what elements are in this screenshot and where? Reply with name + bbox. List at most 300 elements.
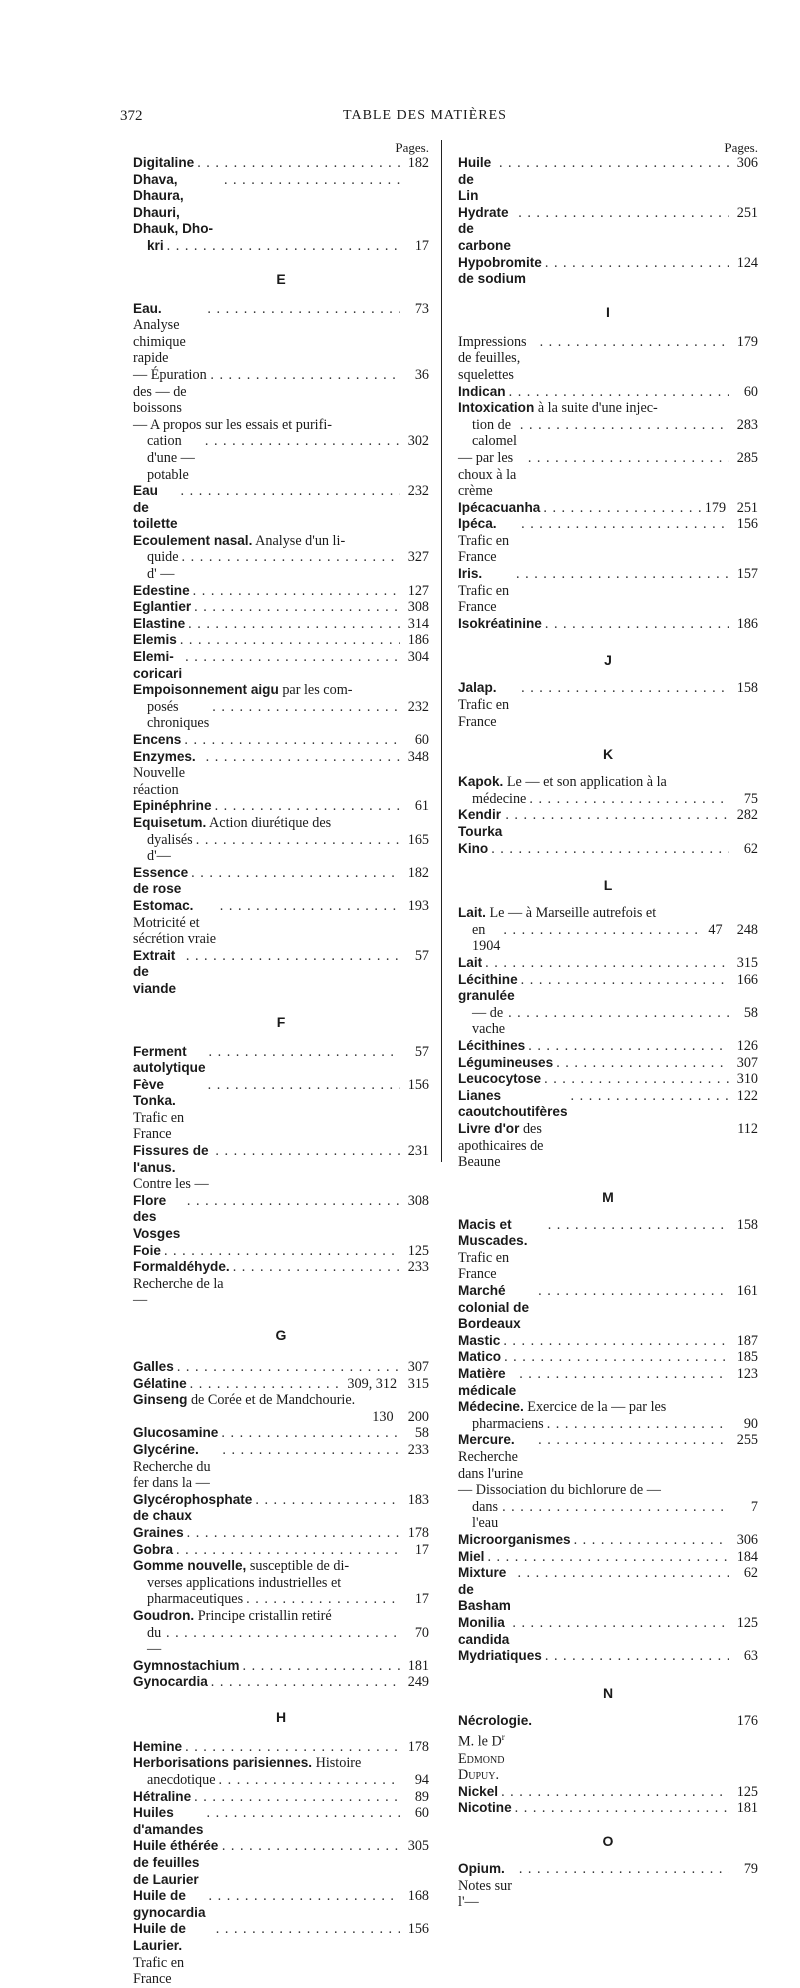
page-reference: 79 [743,1861,758,1878]
entry-description: tion de calomel [472,416,517,450]
leader-dots [182,549,400,566]
entry-description: posés chroniques [147,698,210,732]
entry-text [147,1772,216,1789]
entry-keyword: Glucosamine [133,1425,219,1441]
section-letter: O [602,1833,614,1850]
index-section [458,652,758,730]
leader-dots [180,632,400,649]
entry-text [472,922,500,955]
entry-keyword: Huile de Lin [458,155,492,204]
index-entry [458,1349,758,1366]
index-entry [458,255,758,288]
entry-text [147,1625,163,1658]
entry-text [133,1143,212,1193]
left-index-body [133,155,429,1988]
entry-text [458,1784,498,1801]
index-section [458,877,758,1171]
leader-dots [528,450,729,467]
page-reference: 75 [743,790,758,807]
index-section [458,1685,758,1817]
page-reference: 304 [407,649,429,666]
entry-description: Le — à Marseille autrefois et [485,905,657,922]
entry-keyword: Ecoulement nasal. [133,532,253,548]
section-letter: K [602,746,614,763]
entry-keyword: Edestine [133,582,190,598]
leader-dots [499,155,729,172]
entry-text [133,1044,206,1077]
leader-dots [508,1005,729,1022]
index-entry [458,384,758,401]
entry-keyword: Glycérophosphate de chaux [133,1491,253,1524]
entry-keyword: Fissures de l'anus. [133,1143,209,1175]
leader-dots [191,865,400,882]
index-entry [458,1615,758,1648]
entry-text [133,1425,218,1442]
entry-text [133,1359,174,1376]
entry-keyword: Elastine [133,615,186,631]
leader-dots [255,1492,400,1509]
leader-dots [166,1625,400,1642]
page-reference: 127 [407,582,429,599]
leader-dots [212,699,400,716]
entry-keyword: Hypobromite de sodium [458,254,542,287]
entry-keyword: Lécithines [458,1037,526,1053]
index-entry [458,1038,758,1055]
entry-description: — A propos sur les essais et purifi- [133,416,332,433]
entry-text [472,1499,499,1532]
entry-text [458,500,540,517]
index-entry [458,955,758,972]
entry-text [133,1658,240,1675]
entry-text [458,1861,516,1911]
index-entry [458,334,758,384]
index-entry [458,774,758,791]
index-entry [133,749,429,799]
page-reference: 60 [414,732,429,748]
entry-text [133,1739,182,1756]
entry-keyword: Mercure. [458,1432,515,1448]
page-reference: 123 [736,1366,758,1383]
entry-text [133,583,190,600]
entry-keyword: Nécrologie. [458,1712,533,1728]
entry-keyword: Huile de gynocardia [133,1888,206,1920]
page-reference: 193 [407,897,429,914]
page-reference: 57 [414,1043,429,1060]
entry-text [133,815,331,832]
right-index-body [458,155,758,1911]
entry-text [133,948,183,998]
page-reference: 156 [407,1921,429,1938]
entry-text [472,1416,544,1433]
page-reference: 70 [414,1624,429,1641]
entry-description: — de vache [472,1004,506,1038]
page-reference: 233 [407,1441,429,1458]
page-reference: 249 [407,1674,429,1691]
right-column [458,140,758,1911]
entry-description: dans l'eau [472,1498,499,1532]
page-reference: 308 [407,599,429,616]
index-entry [133,1259,429,1309]
page-reference: 255 [736,1432,758,1449]
entry-text [133,301,204,367]
entry-text [133,1674,208,1691]
entry-text [458,205,515,255]
index-entry [133,1143,429,1193]
page-reference: 183 [407,1491,429,1508]
index-entry [133,583,429,600]
leader-dots [517,1565,729,1582]
leader-dots [187,1193,400,1210]
leader-dots [221,1425,400,1442]
index-entry [133,301,429,367]
page-reference: 17 [414,1541,429,1558]
leader-dots [515,1800,729,1817]
entry-keyword: Nickel [458,1783,499,1799]
entry-description: dyalisés d'— [147,831,193,865]
entry-description: Notes sur l'— [458,1877,512,1911]
entry-text [133,1392,355,1409]
index-entry [458,1861,758,1911]
leader-dots [197,155,400,172]
index-entry [458,1565,758,1615]
page-reference: 187 [736,1332,758,1349]
entry-text [458,400,658,417]
index-entry [133,1243,429,1260]
entry-description: à la suite d'une injec- [534,400,658,417]
leader-dots [205,433,400,450]
page-reference: 157 [736,566,758,583]
entry-keyword: Galles [133,1359,174,1374]
entry-keyword: Opium. [458,1861,505,1877]
entry-keyword: Glycérine. [133,1441,199,1457]
entry-description: Principe cristallin retiré [194,1607,332,1624]
page-reference: 60 [743,383,758,400]
entry-text [472,417,517,450]
leader-dots [188,616,400,633]
index-entry [458,1432,758,1482]
entry-text [458,1565,514,1615]
entry-text [147,832,193,865]
entry-text [133,417,332,434]
leader-dots [246,1591,400,1608]
index-entry [133,1888,429,1921]
page-reference: 130 200 [372,1408,429,1425]
page-reference: 89 [414,1788,429,1805]
entry-text [458,955,482,972]
page-reference: 181 [736,1800,758,1817]
page-reference: 315 [736,954,758,971]
index-entry [133,699,429,732]
page-reference: 36 [414,366,429,383]
page-reference: 232 [407,698,429,715]
entry-description: Recherche du fer dans la — [133,1458,211,1492]
index-entry [133,815,429,832]
index-entry [133,1376,429,1393]
index-entry [458,400,758,417]
page-reference: 165 [407,831,429,848]
index-entry [458,1071,758,1088]
entry-keyword: Intoxication [458,400,535,416]
entry-keyword: Miel [458,1548,485,1564]
index-entry [458,450,758,500]
entry-description: de Corée et de Mandchourie. [187,1392,356,1409]
entry-keyword: Gobra [133,1541,174,1557]
index-section [133,1014,429,1310]
entry-description: pharmaceutiques [147,1591,244,1608]
entry-keyword: Isokréatinine [458,615,542,631]
entry-text [458,1055,553,1072]
entry-text [133,1525,184,1542]
entry-keyword: Gomme nouvelle, [133,1558,247,1574]
entry-text [133,632,177,649]
entry-text [458,841,488,858]
index-entry [133,533,429,550]
page-reference: 17 [414,1591,429,1608]
entry-text [458,155,496,205]
page-reference: 178 [407,1738,429,1755]
entry-keyword: Macis et Muscades. [458,1216,528,1249]
entry-text [458,334,537,384]
index-entry [458,500,758,517]
page-reference: 302 [407,433,429,450]
index-section [458,1833,758,1911]
leader-dots [181,483,400,500]
entry-text [133,616,185,633]
page-reference: 62 [743,1565,758,1582]
entry-text [133,1077,205,1143]
entry-keyword: Epinéphrine [133,798,212,814]
entry-keyword: Eau. [133,300,162,316]
index-section [133,1327,429,1691]
page-reference: 58 [743,1004,758,1021]
entry-text [147,1591,243,1608]
entry-text [133,1838,219,1888]
entry-description: Trafic en France [458,532,510,566]
leader-dots [194,599,400,616]
index-entry [458,791,758,808]
entry-text [458,680,518,730]
entry-description: quide d' — [147,549,179,583]
section-letter: F [276,1013,286,1030]
leader-dots [208,1077,400,1094]
leader-dots [185,1739,400,1756]
page-reference: 232 [407,483,429,500]
index-entry [133,632,429,649]
index-entry [458,616,758,633]
leader-dots [512,1615,729,1632]
index-entry [458,566,758,616]
entry-description: Trafic en France [133,1109,185,1143]
entry-text [458,516,518,566]
entry-keyword: Monilia candida [458,1614,510,1647]
page-reference: 47 248 [708,921,758,938]
entry-text [133,1492,252,1525]
section-letter: G [275,1327,287,1343]
entry-keyword: Huiles d'amandes [133,1805,204,1837]
index-entry [133,865,429,898]
leader-dots [222,1838,400,1855]
leader-dots [233,1259,400,1276]
entry-superscript: r [501,1732,505,1743]
leader-dots [505,807,729,824]
page-reference: 181 [407,1657,429,1674]
entry-keyword: Lécithine granulée [458,971,518,1004]
index-entry [133,1838,429,1888]
entry-text [458,1432,535,1482]
pages-label: Pages. [724,140,758,155]
entry-keyword: Kendir Tourka [458,807,503,839]
page-reference: 310 [736,1071,758,1088]
index-entry [458,922,758,955]
index-entry [133,1542,429,1559]
leader-dots [503,1333,729,1350]
index-entry [458,1121,758,1171]
page-reference: 348 [407,748,429,765]
entry-description: pharmaciens [472,1415,544,1432]
entry-keyword: Matière médicale [458,1366,517,1398]
page-reference: 308 [407,1192,429,1209]
index-entry [458,1482,758,1499]
index-entry [133,832,429,865]
index-entry [458,1399,758,1416]
page-reference: 182 [407,864,429,881]
entry-text [133,155,194,172]
entry-text [133,749,203,799]
index-entry [133,1674,429,1691]
index-entry [133,616,429,633]
leader-dots [518,205,729,222]
leader-dots [509,384,729,401]
section-letter: E [276,270,286,287]
index-entry [133,1492,429,1525]
page-reference: 73 [414,300,429,317]
entry-text [458,1071,541,1088]
page-reference: 231 [407,1143,429,1160]
index-entry [133,649,429,682]
index-entry [133,483,429,533]
page-reference: 60 [414,1805,429,1822]
leader-dots [220,898,400,915]
page-reference: 307 [736,1054,758,1071]
page-reference: 233 [407,1259,429,1276]
entry-text [458,384,506,401]
entry-keyword: Marché colonial de Bordeaux [458,1283,530,1332]
entry-text [147,1575,341,1592]
page-reference: 125 [407,1242,429,1259]
leader-dots [487,1549,729,1566]
entry-keyword: Légumineuses [458,1054,554,1070]
entry-text [458,1615,509,1648]
leader-dots [184,732,400,749]
entry-keyword: Iris. [458,566,483,582]
entry-description: susceptible de di- [246,1558,350,1575]
entry-description: — par les choux à la crème [458,449,517,500]
entry-keyword: Gynocardia [133,1674,208,1690]
entry-keyword: Foie [133,1242,161,1258]
entry-description: Le — et son application à la [503,774,667,791]
leader-dots [177,1359,400,1376]
entry-keyword: Elemis [133,632,177,648]
leader-dots [538,1283,729,1300]
leader-dots [243,1658,400,1675]
entry-keyword: Elemi-coricari [133,649,183,681]
entry-text [133,798,212,815]
page-reference: 156 [407,1076,429,1093]
entry-description: Trafic en France [458,697,510,730]
page-reference: 314 [407,615,429,632]
leader-dots [545,255,729,272]
entry-keyword: Leucocytose [458,1071,542,1087]
entry-keyword: Médecine. [458,1399,524,1415]
leader-dots [185,649,400,666]
entry-text [458,1088,568,1121]
entry-keyword: Hemine [133,1738,183,1754]
entry-description: — Épuration des — de boissons [133,366,207,417]
entry-keyword: Digitaline [133,155,195,170]
entry-text [133,682,352,699]
index-entry [133,433,429,483]
entry-text [458,972,518,1005]
entry-text [133,865,188,898]
page-reference: 161 [736,1283,758,1300]
entry-description: Impressions de feuilles, squelettes [458,333,527,383]
entry-text [147,238,164,255]
leader-dots [485,955,729,972]
entry-keyword: Enzymes. [133,748,196,764]
leader-dots [540,334,729,351]
index-section [458,746,758,857]
entry-keyword: Lait [458,954,483,970]
entry-keyword: Ferment autolytique [133,1043,206,1076]
page-reference: 58 [414,1425,429,1442]
entry-keyword: kri [147,237,164,253]
index-entry [458,841,758,858]
leader-dots [556,1055,729,1072]
entry-keyword: Ipéca. [458,516,497,532]
leader-dots [193,583,400,600]
leader-dots [164,1243,400,1260]
leader-dots [516,566,729,583]
entry-text [133,1608,332,1625]
entry-keyword: Nicotine [458,1800,512,1816]
left-column [133,140,429,1988]
entry-keyword: Mydriatiques [458,1648,542,1664]
entry-keyword: Eau de toilette [133,483,178,532]
index-entry [458,807,758,840]
entry-text [458,774,667,791]
leader-dots [548,1217,729,1234]
entry-description: médecine [472,790,527,807]
entry-keyword: Kino [458,840,489,856]
entry-text [458,1549,484,1566]
entry-text [133,1888,206,1921]
running-title: TABLE DES MATIÈRES [343,108,507,123]
index-entry [133,155,429,172]
entry-keyword: Livre d'or [458,1120,520,1136]
page-number: 372 [120,108,143,124]
entry-description: Action diurétique des [206,814,332,831]
entry-text [458,1482,661,1499]
section-letter: J [604,652,612,669]
page-reference: 306 [736,1531,758,1548]
entry-keyword: Lait. [458,905,486,921]
page-reference: 62 [743,840,758,857]
leader-dots [520,417,729,434]
page-reference: 327 [407,549,429,566]
entry-text [458,1399,666,1416]
entry-keyword: Gymnostachium [133,1657,240,1673]
leader-dots [210,367,400,384]
